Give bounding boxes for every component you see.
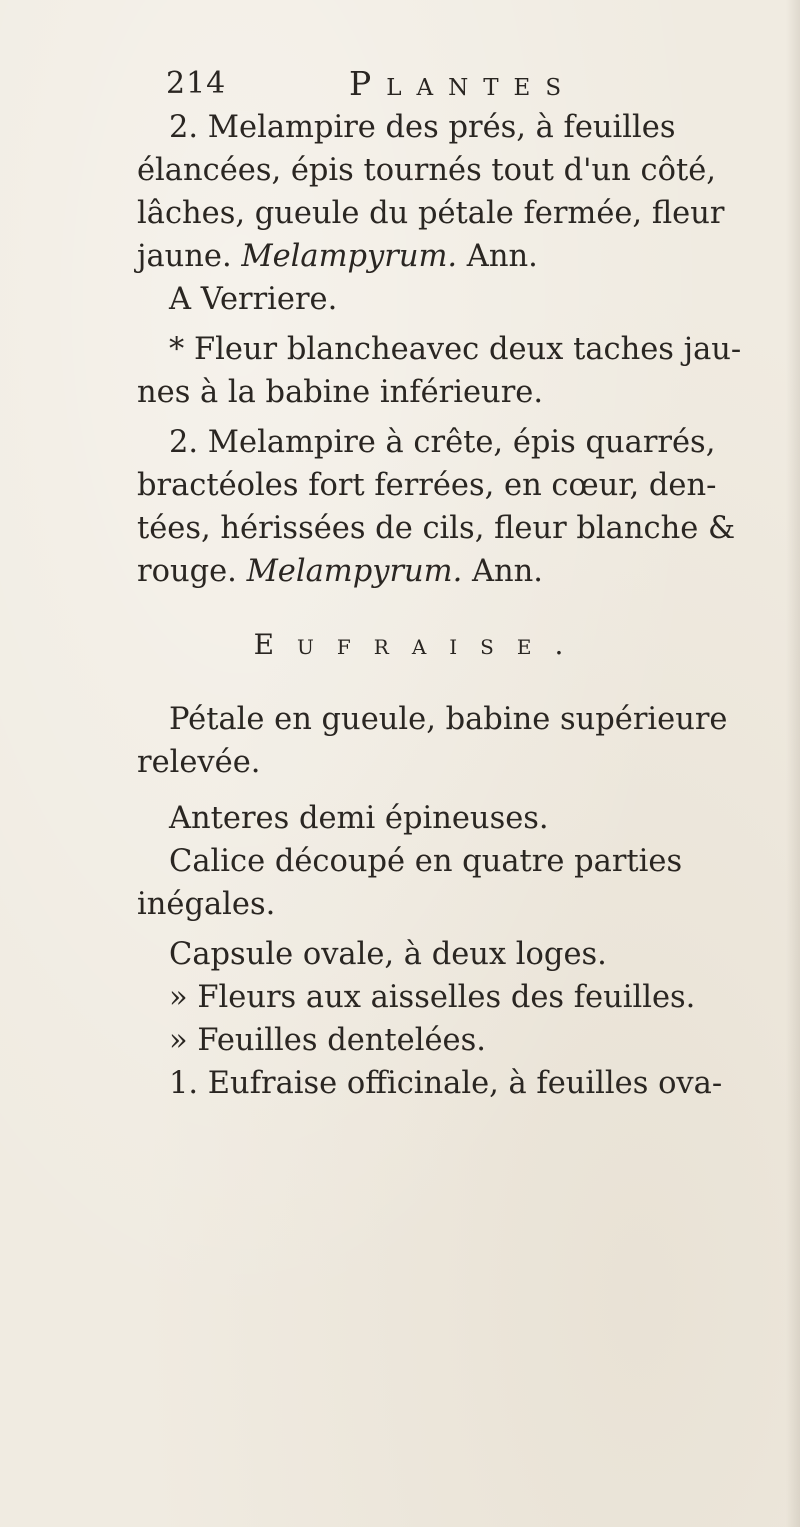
running-head: Plantes (349, 64, 577, 103)
author-abbrev: Ann. (457, 239, 538, 274)
character-line: » Feuilles dentelées. (169, 1023, 486, 1058)
entry-melampire-pres (137, 106, 725, 321)
entry-line: lâches, gueule du pétale fermée, fleur (137, 196, 725, 231)
section-title: Eufraise. (253, 628, 587, 661)
entry-line: 2. Melampire des prés, à feuilles (169, 110, 676, 145)
note-line: * Fleur blancheavec deux taches jau- (169, 332, 742, 367)
character-line: relevée. (137, 745, 261, 780)
page-edge-shadow (786, 0, 800, 1527)
character-line: » Fleurs aux aisselles des feuilles. (169, 980, 696, 1015)
section-eufraise-body (137, 698, 728, 1105)
entry-line: bractéoles fort ferrées, en cœur, den- (137, 468, 717, 503)
entry-line: élancées, épis tournés tout d'un côté, (137, 153, 716, 188)
page-header (166, 66, 646, 106)
entry-line: 1. Eufraise officinale, à feuilles ova- (169, 1066, 723, 1101)
latin-name: Melampyrum. (241, 239, 458, 274)
entry-line-with-latin (137, 550, 677, 593)
note-line: nes à la babine inférieure. (137, 375, 544, 410)
entry-line: tées, hérissées de cils, fleur blanche & (137, 511, 736, 546)
character-line: inégales. (137, 887, 276, 922)
entry-melampire-crete (137, 421, 736, 593)
character-line: Calice découpé en quatre parties (169, 844, 683, 879)
location-line: A Verriere. (169, 282, 338, 317)
entry-text: rouge. (137, 554, 247, 589)
character-line: Capsule ovale, à deux loges. (169, 937, 607, 972)
page-body (137, 106, 742, 1105)
author-abbrev: Ann. (462, 554, 543, 589)
character-line: Pétale en gueule, babine supérieure (169, 702, 728, 737)
note-fleur-blanche (137, 328, 742, 414)
character-line: Anteres demi épineuses. (169, 801, 549, 836)
entry-line-with-latin (137, 235, 677, 278)
entry-text: jaune. (137, 239, 242, 274)
page-number: 214 (166, 66, 227, 101)
latin-name: Melampyrum. (246, 554, 463, 589)
entry-line: 2. Melampire à crête, épis quarrés, (169, 425, 716, 460)
